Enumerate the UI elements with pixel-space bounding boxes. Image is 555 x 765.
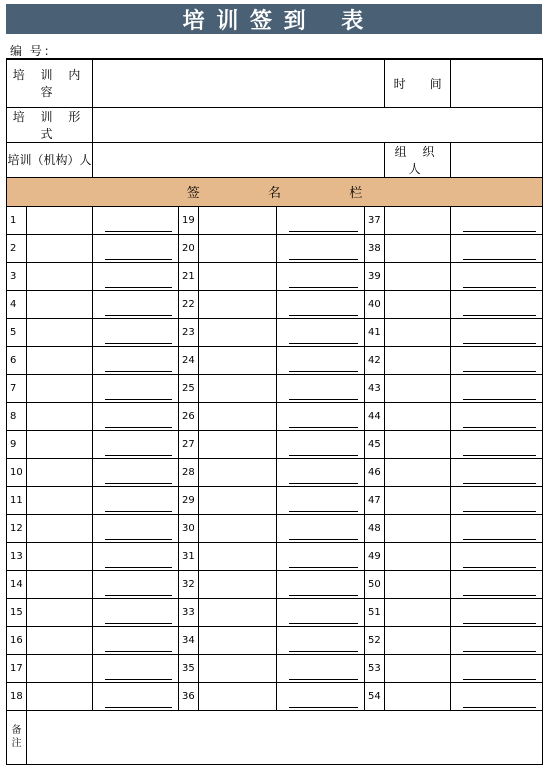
row-number: 1 — [7, 206, 27, 234]
signature-cell[interactable] — [27, 654, 93, 682]
signature-line[interactable] — [451, 626, 543, 654]
organizer-label: 组 织 人 — [385, 142, 451, 177]
signature-cell[interactable] — [385, 290, 451, 318]
signature-header-char: 栏 — [349, 186, 363, 201]
training-org-label: 培训（机构）人 — [7, 142, 93, 177]
signature-line[interactable] — [277, 290, 365, 318]
signature-row — [7, 514, 543, 542]
signature-cell[interactable] — [199, 542, 277, 570]
signature-cell[interactable] — [385, 346, 451, 374]
row-number: 25 — [179, 374, 199, 402]
signature-line[interactable] — [451, 458, 543, 486]
row-number: 51 — [365, 598, 385, 626]
signature-cell[interactable] — [199, 654, 277, 682]
row-number: 24 — [179, 346, 199, 374]
signature-cell[interactable] — [385, 654, 451, 682]
signature-cell[interactable] — [27, 318, 93, 346]
signature-cell[interactable] — [199, 598, 277, 626]
signature-line[interactable] — [93, 626, 179, 654]
time-label: 时 间 — [385, 59, 451, 107]
row-number: 29 — [179, 486, 199, 514]
row-number: 26 — [179, 402, 199, 430]
row-number: 42 — [365, 346, 385, 374]
row-number: 52 — [365, 626, 385, 654]
signature-line[interactable] — [451, 542, 543, 570]
signature-line[interactable] — [93, 290, 179, 318]
signature-cell[interactable] — [27, 626, 93, 654]
signature-cell[interactable] — [27, 514, 93, 542]
signature-cell[interactable] — [199, 486, 277, 514]
signature-cell[interactable] — [199, 570, 277, 598]
row-number: 40 — [365, 290, 385, 318]
signature-cell[interactable] — [385, 458, 451, 486]
signature-cell[interactable] — [199, 262, 277, 290]
row-number: 20 — [179, 234, 199, 262]
sign-in-form — [6, 58, 543, 765]
row-number: 22 — [179, 290, 199, 318]
row-number: 14 — [7, 570, 27, 598]
signature-row — [7, 682, 543, 710]
signature-row — [7, 346, 543, 374]
signature-line[interactable] — [93, 654, 179, 682]
page-title: 培 训 签 到 表 — [6, 4, 542, 34]
signature-cell[interactable] — [199, 374, 277, 402]
row-number: 49 — [365, 542, 385, 570]
signature-row — [7, 430, 543, 458]
row-number: 39 — [365, 262, 385, 290]
signature-cell[interactable] — [27, 542, 93, 570]
signature-cell[interactable] — [27, 346, 93, 374]
signature-row — [7, 262, 543, 290]
row-number: 11 — [7, 486, 27, 514]
row-number: 34 — [179, 626, 199, 654]
row-number: 10 — [7, 458, 27, 486]
signature-cell[interactable] — [199, 626, 277, 654]
signature-cell[interactable] — [385, 514, 451, 542]
signature-row — [7, 290, 543, 318]
signature-cell[interactable] — [385, 262, 451, 290]
row-number: 7 — [7, 374, 27, 402]
signature-section-header — [7, 177, 543, 206]
training-org-field[interactable] — [93, 142, 385, 177]
signature-line[interactable] — [277, 346, 365, 374]
signature-line[interactable] — [277, 262, 365, 290]
signature-line[interactable] — [93, 206, 179, 234]
signature-line[interactable] — [93, 458, 179, 486]
signature-line[interactable] — [451, 262, 543, 290]
row-number: 45 — [365, 430, 385, 458]
training-form-field[interactable] — [93, 107, 543, 142]
row-number: 23 — [179, 318, 199, 346]
row-number: 4 — [7, 290, 27, 318]
signature-line[interactable] — [93, 542, 179, 570]
organizer-field[interactable] — [451, 142, 543, 177]
row-number: 43 — [365, 374, 385, 402]
signature-row — [7, 626, 543, 654]
signature-line[interactable] — [451, 654, 543, 682]
serial-number-label: 编 号： — [10, 44, 58, 58]
signature-cell[interactable] — [27, 430, 93, 458]
signature-cell[interactable] — [385, 570, 451, 598]
signature-line[interactable] — [93, 234, 179, 262]
signature-line[interactable] — [277, 318, 365, 346]
row-number: 9 — [7, 430, 27, 458]
signature-line[interactable] — [277, 682, 365, 710]
row-number: 35 — [179, 654, 199, 682]
signature-line[interactable] — [451, 402, 543, 430]
row-number: 18 — [7, 682, 27, 710]
signature-row — [7, 654, 543, 682]
signature-cell[interactable] — [385, 486, 451, 514]
row-number: 19 — [179, 206, 199, 234]
signature-cell[interactable] — [199, 290, 277, 318]
signature-cell[interactable] — [199, 234, 277, 262]
signature-line[interactable] — [93, 374, 179, 402]
signature-cell[interactable] — [385, 598, 451, 626]
remarks-label: 备 注 — [7, 710, 27, 764]
signature-cell[interactable] — [199, 430, 277, 458]
signature-cell[interactable] — [199, 402, 277, 430]
row-number: 44 — [365, 402, 385, 430]
signature-row — [7, 402, 543, 430]
signature-cell[interactable] — [27, 458, 93, 486]
signature-cell[interactable] — [385, 402, 451, 430]
signature-cell[interactable] — [385, 318, 451, 346]
time-field[interactable] — [451, 59, 543, 107]
row-number: 36 — [179, 682, 199, 710]
signature-cell[interactable] — [27, 234, 93, 262]
row-number: 46 — [365, 458, 385, 486]
signature-cell[interactable] — [27, 206, 93, 234]
signature-line[interactable] — [451, 318, 543, 346]
row-number: 54 — [365, 682, 385, 710]
signature-row — [7, 234, 543, 262]
signature-cell[interactable] — [27, 570, 93, 598]
signature-cell[interactable] — [385, 430, 451, 458]
signature-line[interactable] — [277, 486, 365, 514]
signature-line[interactable] — [93, 346, 179, 374]
training-content-label: 培 训 内 容 — [7, 59, 93, 107]
signature-line[interactable] — [451, 346, 543, 374]
signature-cell[interactable] — [27, 486, 93, 514]
signature-cell[interactable] — [385, 626, 451, 654]
signature-header-char: 名 — [268, 186, 282, 201]
row-number: 53 — [365, 654, 385, 682]
signature-line[interactable] — [451, 374, 543, 402]
training-form-label: 培 训 形式 — [7, 107, 93, 142]
remarks-field[interactable] — [27, 710, 543, 764]
signature-line[interactable] — [277, 514, 365, 542]
signature-line[interactable] — [277, 626, 365, 654]
row-number: 48 — [365, 514, 385, 542]
signature-line[interactable] — [93, 262, 179, 290]
row-number: 33 — [179, 598, 199, 626]
signature-line[interactable] — [277, 570, 365, 598]
signature-line[interactable] — [277, 654, 365, 682]
signature-line[interactable] — [93, 430, 179, 458]
signature-cell[interactable] — [27, 402, 93, 430]
signature-cell[interactable] — [27, 374, 93, 402]
row-number: 47 — [365, 486, 385, 514]
signature-cell[interactable] — [199, 206, 277, 234]
training-content-field[interactable] — [93, 59, 385, 107]
signature-cell[interactable] — [199, 514, 277, 542]
signature-cell[interactable] — [385, 234, 451, 262]
signature-line[interactable] — [93, 514, 179, 542]
row-number: 50 — [365, 570, 385, 598]
signature-line[interactable] — [451, 682, 543, 710]
signature-cell[interactable] — [199, 682, 277, 710]
row-number: 6 — [7, 346, 27, 374]
signature-line[interactable] — [93, 682, 179, 710]
row-number: 3 — [7, 262, 27, 290]
signature-row — [7, 542, 543, 570]
row-number: 30 — [179, 514, 199, 542]
signature-cell[interactable] — [385, 682, 451, 710]
signature-row — [7, 374, 543, 402]
signature-line[interactable] — [277, 430, 365, 458]
signature-line[interactable] — [451, 234, 543, 262]
row-number: 15 — [7, 598, 27, 626]
signature-row — [7, 458, 543, 486]
signature-line[interactable] — [277, 402, 365, 430]
signature-line[interactable] — [451, 430, 543, 458]
signature-line[interactable] — [277, 458, 365, 486]
signature-line[interactable] — [93, 402, 179, 430]
signature-cell[interactable] — [199, 346, 277, 374]
row-number: 37 — [365, 206, 385, 234]
signature-line[interactable] — [451, 570, 543, 598]
signature-cell[interactable] — [385, 542, 451, 570]
signature-row — [7, 570, 543, 598]
row-number: 16 — [7, 626, 27, 654]
signature-line[interactable] — [93, 570, 179, 598]
row-number: 2 — [7, 234, 27, 262]
signature-cell[interactable] — [27, 262, 93, 290]
row-number: 5 — [7, 318, 27, 346]
signature-row — [7, 318, 543, 346]
row-number: 41 — [365, 318, 385, 346]
signature-line[interactable] — [451, 598, 543, 626]
signature-cell[interactable] — [27, 682, 93, 710]
signature-cell[interactable] — [199, 458, 277, 486]
row-number: 17 — [7, 654, 27, 682]
signature-line[interactable] — [93, 598, 179, 626]
signature-line[interactable] — [451, 486, 543, 514]
signature-line[interactable] — [277, 234, 365, 262]
row-number: 28 — [179, 458, 199, 486]
signature-line[interactable] — [277, 206, 365, 234]
signature-cell[interactable] — [27, 290, 93, 318]
row-number: 13 — [7, 542, 27, 570]
row-number: 21 — [179, 262, 199, 290]
row-number: 31 — [179, 542, 199, 570]
signature-line[interactable] — [277, 598, 365, 626]
signature-row — [7, 206, 543, 234]
signature-cell[interactable] — [385, 206, 451, 234]
signature-line[interactable] — [451, 290, 543, 318]
signature-line[interactable] — [93, 486, 179, 514]
signature-row — [7, 598, 543, 626]
row-number: 12 — [7, 514, 27, 542]
signature-row — [7, 486, 543, 514]
signature-line[interactable] — [277, 374, 365, 402]
signature-line[interactable] — [93, 318, 179, 346]
signature-header-char: 签 — [186, 186, 200, 201]
signature-cell[interactable] — [27, 598, 93, 626]
signature-cell[interactable] — [199, 318, 277, 346]
row-number: 32 — [179, 570, 199, 598]
row-number: 8 — [7, 402, 27, 430]
signature-line[interactable] — [451, 206, 543, 234]
row-number: 38 — [365, 234, 385, 262]
signature-line[interactable] — [277, 542, 365, 570]
row-number: 27 — [179, 430, 199, 458]
signature-cell[interactable] — [385, 374, 451, 402]
signature-line[interactable] — [451, 514, 543, 542]
